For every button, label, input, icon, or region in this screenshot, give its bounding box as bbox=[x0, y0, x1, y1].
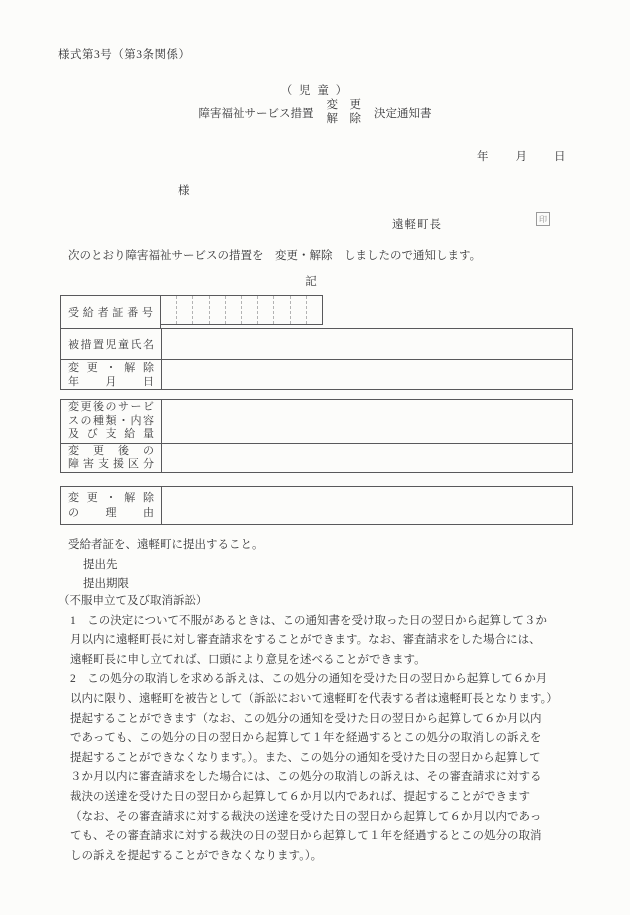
digit-box bbox=[258, 296, 274, 324]
submit-to-label: 提出先 bbox=[83, 558, 118, 571]
intro-sentence: 次のとおり障害福祉サービスの措置を 変更・解除 しましたので通知します。 bbox=[68, 250, 482, 262]
digit-box bbox=[242, 296, 258, 324]
date-day-label: 日 bbox=[554, 151, 566, 163]
table-row bbox=[61, 444, 572, 472]
support-category-label-line1: 変 更 後 の bbox=[68, 444, 154, 457]
table-row bbox=[61, 400, 572, 444]
legal-line: 以内に限り、遠軽町を被告として（訴訟において遠軽町を代表する者は遠軽町長となります。） bbox=[70, 692, 558, 705]
document-title bbox=[0, 99, 630, 126]
child-name-label: 被 措 置 児 童 氏 名 bbox=[68, 339, 154, 351]
legal-line: 2 この処分の取消しを求める訴えは、この処分の通知を受けた日の翌日から起算して６か月 bbox=[70, 673, 548, 686]
legal-line: （なお、その審査請求に対する裁決の送達を受けた日の翌日から起算して６か月以内であっ bbox=[70, 810, 542, 823]
digit-box bbox=[210, 296, 226, 324]
legal-line: 月以内に遠軽町長に対し審査請求をすることができます。なお、審査請求をした場合には、 bbox=[70, 634, 541, 647]
legal-notice bbox=[58, 592, 574, 866]
seal-placeholder: 印 bbox=[536, 212, 550, 226]
submission-notes bbox=[68, 536, 264, 595]
change-date-label-cell bbox=[61, 360, 162, 389]
reason-value-cell bbox=[162, 487, 572, 524]
addressee-honorific: 様 bbox=[178, 185, 190, 197]
support-category-label-line2: 障 害 支 援 区 分 bbox=[68, 458, 154, 470]
legal-line: 裁決の送達を受けた日の翌日から起算して６か月以内であれば、提起することができます bbox=[70, 790, 530, 803]
change-date-label-line2: 年 月 日 bbox=[68, 375, 154, 388]
legal-line: しの訴えを提起することができなくなります。）。 bbox=[70, 849, 323, 862]
record-marker: 記 bbox=[305, 276, 317, 288]
recipient-number-label: 受 給 者 証 番 号 bbox=[68, 307, 153, 319]
support-category-value-cell bbox=[162, 444, 572, 472]
table-row bbox=[61, 487, 572, 524]
recipient-number-grid bbox=[160, 295, 323, 325]
submit-deadline-label: 提出期限 bbox=[83, 578, 129, 591]
digit-box bbox=[291, 296, 307, 324]
child-name-label-cell bbox=[61, 329, 162, 359]
title-option-cancel: 解 除 bbox=[326, 112, 361, 125]
date-year-label: 年 bbox=[477, 151, 489, 163]
date-line bbox=[477, 148, 566, 164]
table-row bbox=[61, 360, 572, 389]
service-after-label-line3: 及 び 支 給 量 bbox=[68, 428, 154, 441]
digit-box bbox=[274, 296, 290, 324]
digit-box bbox=[226, 296, 242, 324]
title-prefix: 障害福祉サービス措置 bbox=[198, 107, 314, 120]
digit-box bbox=[193, 296, 209, 324]
title-suffix: 決定通知書 bbox=[374, 107, 432, 120]
submit-note: 受給者証を、遠軽町に提出すること。 bbox=[68, 539, 264, 551]
title-option-stack bbox=[327, 99, 362, 126]
table-reason bbox=[60, 486, 573, 525]
support-category-label-cell bbox=[61, 444, 162, 472]
date-month-label: 月 bbox=[515, 151, 527, 163]
service-after-label-cell bbox=[61, 400, 162, 443]
service-after-label-line2: ス の 種 類 ・ 内 容 bbox=[68, 414, 154, 427]
recipient-number-label-cell bbox=[60, 295, 161, 329]
child-name-value-cell bbox=[162, 329, 572, 359]
service-after-value-cell bbox=[162, 400, 572, 443]
sender-name: 遠軽町長 bbox=[392, 219, 442, 231]
digit-box bbox=[307, 296, 322, 324]
legal-line: ても、その審査請求に対する裁決の日の翌日から起算して１年を経過するとこの処分の取消 bbox=[70, 830, 542, 843]
title-category: （ 児 童 ） bbox=[280, 85, 350, 97]
table-service-after bbox=[60, 399, 573, 473]
legal-line: であっても、この処分の日の翌日から起算して１年を経過するとこの処分の取消しの訴えを bbox=[70, 732, 542, 745]
digit-box bbox=[177, 296, 193, 324]
legal-heading: （不服申立て及び取消訴訟） bbox=[58, 595, 208, 607]
digit-box bbox=[161, 296, 177, 324]
table-row bbox=[61, 329, 572, 360]
table-basic-info bbox=[60, 328, 573, 390]
reason-label-cell bbox=[61, 487, 162, 524]
reason-label-line2: の 理 由 bbox=[68, 506, 154, 519]
change-date-value-cell bbox=[162, 360, 572, 389]
legal-line: 遠軽町長に申し立てれば、口頭により意見を述べることができます。 bbox=[70, 653, 426, 666]
change-date-label-line1: 変 更 ・ 解 除 bbox=[68, 361, 154, 374]
reason-label-line1: 変 更 ・ 解 除 bbox=[68, 491, 154, 504]
service-after-label-line1: 変 更 後 の サ ー ビ bbox=[68, 401, 154, 414]
legal-line: ３か月以内に審査請求をした場合には、この処分の取消しの訴えは、その審査請求に対する bbox=[70, 771, 542, 784]
title-option-change: 変 更 bbox=[326, 99, 361, 111]
legal-line: 提起することができます（なお、この処分の通知を受けた日の翌日から起算して６か月以内 bbox=[70, 712, 542, 725]
legal-line: 提起することができなくなります。）。また、この処分の通知を受けた日の翌日から起算して bbox=[70, 751, 541, 764]
legal-line: 1 この決定について不服があるときは、この通知書を受け取った日の翌日から起算して３か bbox=[70, 614, 548, 627]
form-number: 様式第3号（第3条関係） bbox=[58, 49, 191, 61]
